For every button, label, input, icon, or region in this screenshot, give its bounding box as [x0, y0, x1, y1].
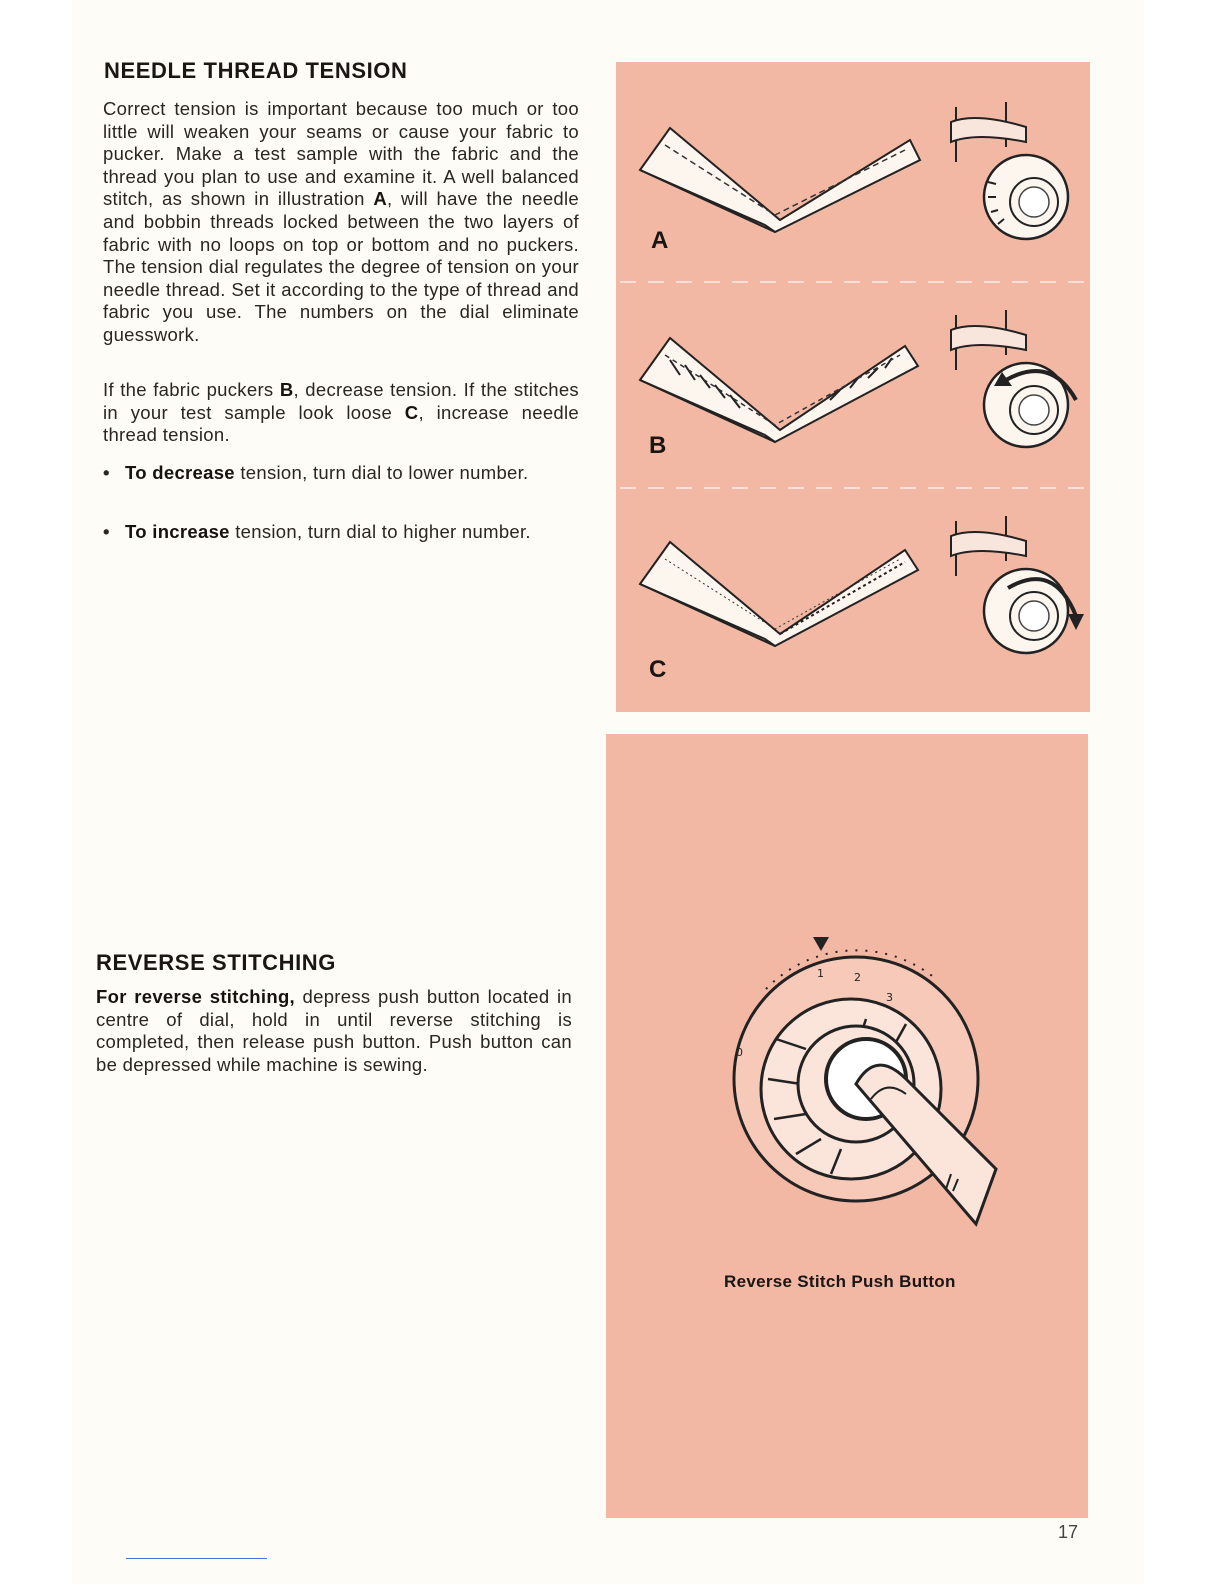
bullet-decrease: • To decrease tension, turn dial to lower number.	[103, 462, 529, 483]
tension-paragraph-2: If the fabric puckers B, decrease tension. If the stitches in your test sample look loose C, increase needle thread tension.	[103, 379, 579, 446]
reverse-dial-illustration	[706, 929, 1006, 1249]
dial-mark-0: 0	[736, 1046, 743, 1059]
page-number: 17	[1058, 1522, 1079, 1542]
reverse-heading: REVERSE STITCHING	[96, 950, 337, 975]
ref-a: A	[373, 188, 388, 210]
ref-b: B	[279, 379, 294, 400]
tension-paragraph-1: Correct tension is important because too much or too little will weaken your seams or cause your fabric to pucker. Make a test sample with the fabric and the thread you plan to use and examine it. A well balanced stitch, as shown in illustration A, will have the needle and bobbin threads locked between the two layers of fabric with no loops on top or bottom and no puckers. The tension dial regulates the degree of tension on your needle thread. Set it according to the type of thread and fabric you use. The numbers on the dial eliminate guesswork.	[103, 98, 579, 345]
footer-link-line	[126, 1558, 267, 1559]
bullet-increase: • To increase tension, turn dial to higher number.	[103, 521, 531, 542]
reverse-illustration-panel	[606, 734, 1088, 1518]
fabric-sample-c	[630, 534, 930, 654]
dial-mark-2: 2	[854, 971, 861, 984]
dial-mark-1: 1	[817, 967, 824, 980]
dial-mark-3: 3	[886, 991, 893, 1004]
fabric-sample-a	[630, 120, 930, 240]
tension-dial-a	[936, 102, 1076, 242]
tension-dial-b	[936, 310, 1086, 460]
ref-c: C	[404, 401, 419, 423]
tension-illustration-panel	[616, 62, 1090, 712]
dial-pointer-icon	[813, 937, 829, 951]
tension-dial-c	[936, 516, 1086, 666]
reverse-paragraph: For reverse stitching, depress push button located in centre of dial, hold in until reverse stitching is completed, then release push button. Push button can be depressed while machine is sewing.	[96, 986, 572, 1075]
fabric-sample-b	[630, 330, 930, 450]
label-b: B	[649, 432, 667, 459]
label-a: A	[651, 227, 669, 254]
reverse-caption: Reverse Stitch Push Button	[724, 1272, 956, 1291]
tension-heading: NEEDLE THREAD TENSION	[104, 58, 408, 83]
label-c: C	[649, 656, 667, 683]
